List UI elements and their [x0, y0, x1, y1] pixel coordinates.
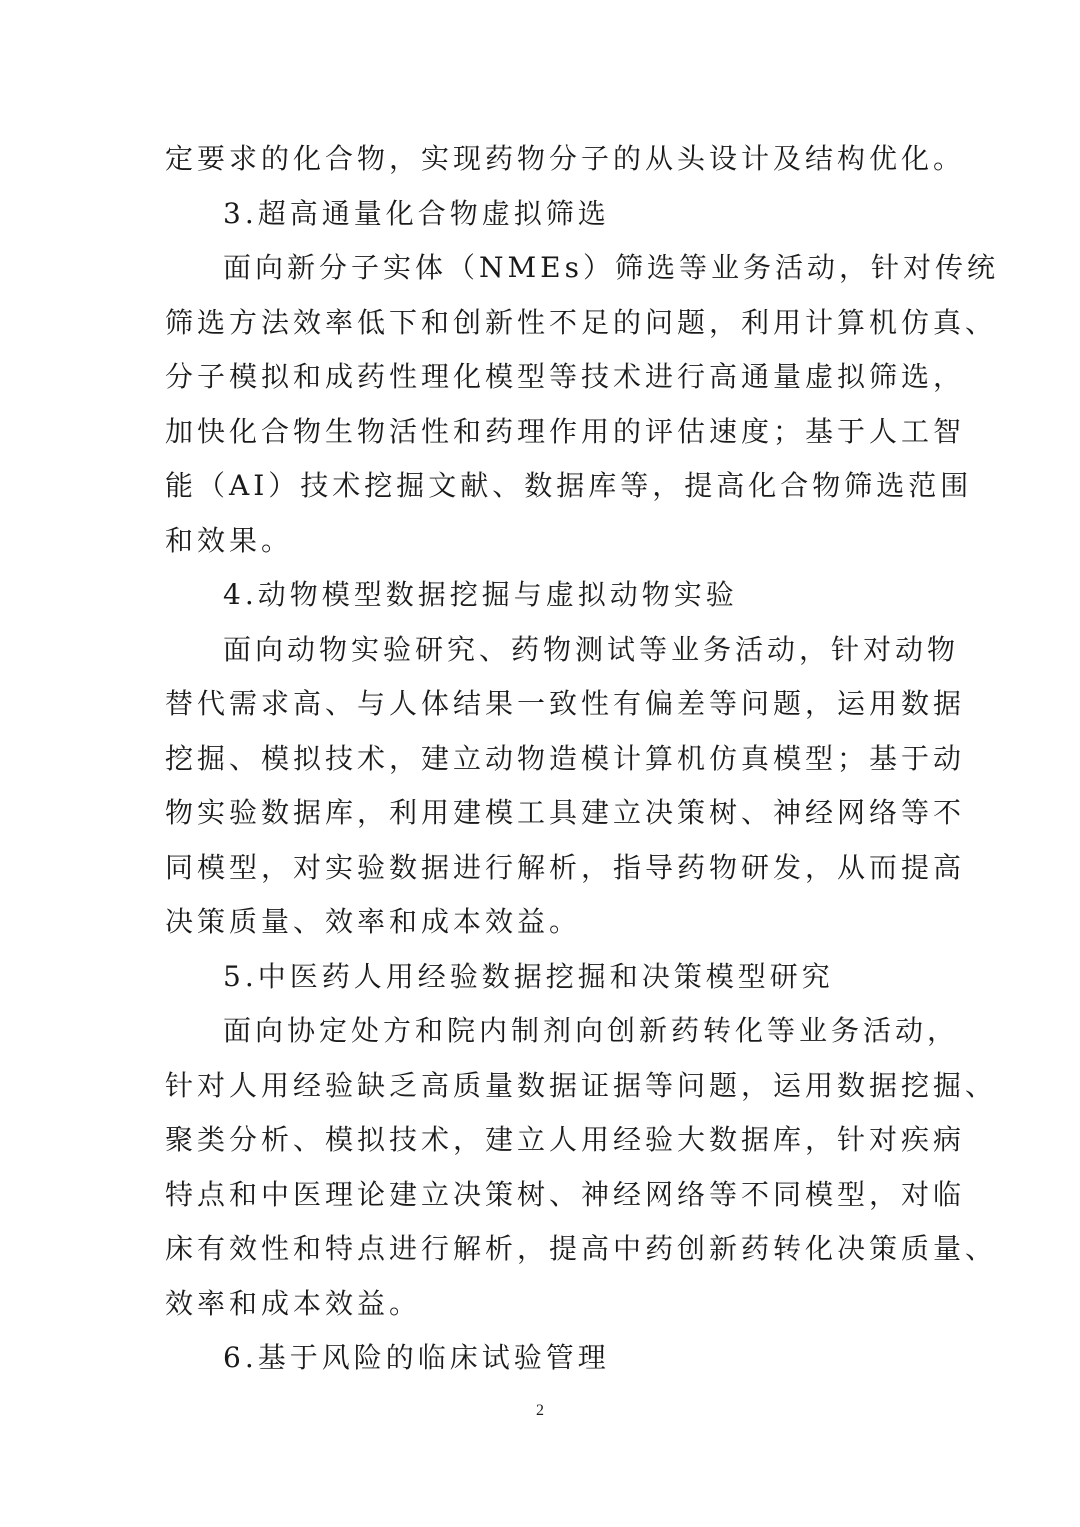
document-body [165, 132, 999, 1386]
text-line: 挖掘、模拟技术，建立动物造模计算机仿真模型；基于动 [165, 741, 966, 775]
page-number: 2 [536, 1402, 544, 1419]
text-line: 定要求的化合物，实现药物分子的从头设计及结构优化。 [165, 142, 966, 175]
section-heading: 5.中医药人用经验数据挖掘和决策模型研究 [223, 959, 834, 993]
text-line: 床有效性和特点进行解析，提高中药创新药转化决策质量、 [165, 1232, 998, 1265]
text-line: 面向新分子实体（NMEs）筛选等业务活动，针对传统 [223, 251, 999, 284]
section-heading: 3.超高通量化合物虚拟筛选 [223, 196, 610, 230]
section-heading: 4.动物模型数据挖掘与虚拟动物实验 [223, 578, 738, 611]
text-line: 筛选方法效率低下和创新性不足的问题，利用计算机仿真、 [165, 305, 998, 339]
text-line: 面向协定处方和院内制剂向创新药转化等业务活动， [223, 1014, 960, 1047]
section-heading: 6.基于风险的临床试验管理 [223, 1341, 610, 1374]
text-line: 聚类分析、模拟技术，建立人用经验大数据库，针对疾病 [165, 1123, 966, 1156]
text-line: 加快化合物生物活性和药理作用的评估速度；基于人工智 [165, 414, 966, 448]
text-line: 特点和中医理论建立决策树、神经网络等不同模型，对临 [165, 1177, 966, 1211]
text-line: 能（AI）技术挖掘文献、数据库等，提高化合物筛选范围 [165, 469, 973, 502]
text-line: 决策质量、效率和成本效益。 [165, 905, 582, 938]
text-line: 面向动物实验研究、药物测试等业务活动，针对动物 [223, 632, 960, 666]
text-line: 同模型，对实验数据进行解析，指导药物研发，从而提高 [165, 850, 966, 884]
text-line: 分子模拟和成药性理化模型等技术进行高通量虚拟筛选， [165, 360, 966, 393]
text-line: 物实验数据库，利用建模工具建立决策树、神经网络等不 [165, 796, 966, 829]
text-line: 替代需求高、与人体结果一致性有偏差等问题，运用数据 [165, 687, 966, 720]
text-line: 和效果。 [165, 523, 294, 557]
text-line: 效率和成本效益。 [165, 1286, 422, 1320]
text-line: 针对人用经验缺乏高质量数据证据等问题，运用数据挖掘、 [165, 1068, 998, 1102]
